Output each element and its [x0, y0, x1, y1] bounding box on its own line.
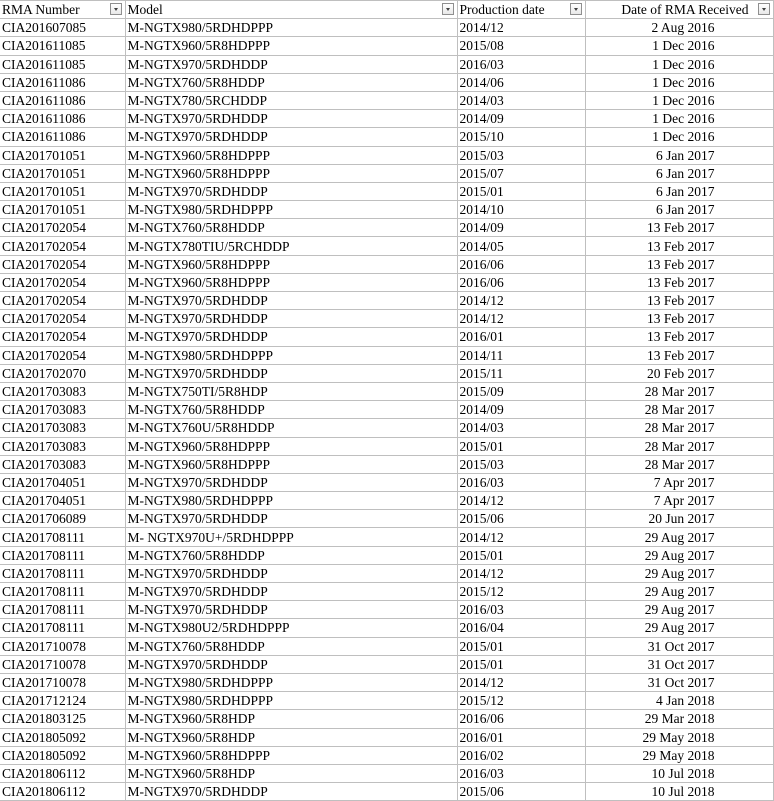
table-row — [0, 746, 773, 764]
rma-received-date-cell[interactable]: 29 Aug 2017 — [585, 546, 773, 564]
model-cell[interactable]: M-NGTX980/5RDHDPPP — [125, 201, 457, 219]
production-date-cell[interactable]: 2016/01 — [457, 728, 585, 746]
rma-number-cell[interactable]: CIA201710078 — [0, 637, 125, 655]
rma-received-date-cell[interactable]: 13 Feb 2017 — [585, 346, 773, 364]
rma-number-cell[interactable]: CIA201702054 — [0, 346, 125, 364]
production-date-cell[interactable]: 2014/09 — [457, 110, 585, 128]
table-row — [0, 419, 773, 437]
model-cell[interactable]: M-NGTX970/5RDHDDP — [125, 292, 457, 310]
table-row — [0, 637, 773, 655]
rma-number-cell[interactable]: CIA201710078 — [0, 655, 125, 673]
table-row — [0, 655, 773, 673]
model-cell[interactable]: M-NGTX980/5RDHDPPP — [125, 492, 457, 510]
model-cell[interactable]: M-NGTX760/5R8HDDP — [125, 73, 457, 91]
header-model[interactable] — [125, 1, 457, 19]
rma-received-date-cell[interactable]: 31 Oct 2017 — [585, 655, 773, 673]
rma-received-date-cell[interactable]: 31 Oct 2017 — [585, 673, 773, 691]
rma-number-cell[interactable]: CIA201708111 — [0, 601, 125, 619]
production-date-cell[interactable]: 2014/11 — [457, 346, 585, 364]
rma-number-cell[interactable]: CIA201703083 — [0, 437, 125, 455]
model-cell[interactable]: M-NGTX970/5RDHDDP — [125, 310, 457, 328]
rma-number-cell[interactable]: CIA201702054 — [0, 219, 125, 237]
production-date-cell[interactable]: 2014/06 — [457, 73, 585, 91]
rma-number-cell[interactable]: CIA201703083 — [0, 401, 125, 419]
rma-received-date-cell[interactable]: 6 Jan 2017 — [585, 164, 773, 182]
rma-number-cell[interactable]: CIA201704051 — [0, 473, 125, 491]
table-row — [0, 128, 773, 146]
rma-received-date-cell[interactable]: 7 Apr 2017 — [585, 492, 773, 510]
rma-number-cell[interactable]: CIA201611086 — [0, 73, 125, 91]
model-cell[interactable]: M-NGTX760/5R8HDDP — [125, 546, 457, 564]
header-label: Model — [127, 2, 163, 18]
rma-received-date-cell[interactable]: 13 Feb 2017 — [585, 219, 773, 237]
rma-number-cell[interactable]: CIA201706089 — [0, 510, 125, 528]
rma-received-date-cell[interactable]: 13 Feb 2017 — [585, 273, 773, 291]
production-date-cell[interactable]: 2014/03 — [457, 91, 585, 109]
table-row — [0, 692, 773, 710]
rma-received-date-cell[interactable]: 28 Mar 2017 — [585, 382, 773, 400]
rma-number-cell[interactable]: CIA201708111 — [0, 619, 125, 637]
rma-received-date-cell[interactable]: 10 Jul 2018 — [585, 783, 773, 801]
table-row — [0, 382, 773, 400]
header-label: Date of RMA Received — [621, 2, 749, 18]
rma-number-cell[interactable]: CIA201702054 — [0, 310, 125, 328]
production-date-cell[interactable]: 2016/06 — [457, 710, 585, 728]
header-date-rma-received[interactable] — [585, 1, 773, 19]
production-date-cell[interactable]: 2016/06 — [457, 273, 585, 291]
table-row — [0, 328, 773, 346]
production-date-cell[interactable]: 2014/12 — [457, 492, 585, 510]
production-date-cell[interactable]: 2015/11 — [457, 364, 585, 382]
header-label: Production date — [459, 2, 545, 18]
rma-number-cell[interactable]: CIA201708111 — [0, 564, 125, 582]
table-row — [0, 55, 773, 73]
rma-number-cell[interactable]: CIA201702054 — [0, 328, 125, 346]
rma-received-date-cell[interactable]: 29 Aug 2017 — [585, 583, 773, 601]
table-row — [0, 110, 773, 128]
rma-number-cell[interactable]: CIA201806112 — [0, 783, 125, 801]
rma-number-cell[interactable]: CIA201611086 — [0, 91, 125, 109]
production-date-cell[interactable]: 2014/10 — [457, 201, 585, 219]
model-cell[interactable]: M-NGTX980/5RDHDPPP — [125, 346, 457, 364]
rma-number-cell[interactable]: CIA201702070 — [0, 364, 125, 382]
rma-number-cell[interactable]: CIA201611085 — [0, 37, 125, 55]
production-date-cell[interactable]: 2014/12 — [457, 19, 585, 37]
header-row — [0, 1, 773, 19]
rma-received-date-cell[interactable]: 13 Feb 2017 — [585, 255, 773, 273]
model-cell[interactable]: M-NGTX750TI/5R8HDP — [125, 382, 457, 400]
rma-number-cell[interactable]: CIA201708111 — [0, 528, 125, 546]
rma-number-cell[interactable]: CIA201611085 — [0, 55, 125, 73]
rma-number-cell[interactable]: CIA201607085 — [0, 19, 125, 37]
model-cell[interactable]: M-NGTX970/5RDHDDP — [125, 783, 457, 801]
model-cell[interactable]: M-NGTX980/5RDHDPPP — [125, 19, 457, 37]
rma-received-date-cell[interactable]: 1 Dec 2016 — [585, 73, 773, 91]
filter-dropdown-icon[interactable] — [442, 3, 454, 15]
table-body — [0, 19, 773, 801]
model-cell[interactable]: M-NGTX960/5R8HDPPP — [125, 164, 457, 182]
production-date-cell[interactable]: 2016/03 — [457, 601, 585, 619]
model-cell[interactable]: M-NGTX960/5R8HDP — [125, 764, 457, 782]
table-row — [0, 346, 773, 364]
rma-number-cell[interactable]: CIA201611086 — [0, 110, 125, 128]
production-date-cell[interactable]: 2016/06 — [457, 255, 585, 273]
production-date-cell[interactable]: 2016/04 — [457, 619, 585, 637]
table-row — [0, 201, 773, 219]
model-cell[interactable]: M-NGTX760/5R8HDDP — [125, 219, 457, 237]
model-cell[interactable]: M-NGTX970/5RDHDDP — [125, 110, 457, 128]
production-date-cell[interactable]: 2015/10 — [457, 128, 585, 146]
table-row — [0, 546, 773, 564]
filter-dropdown-icon[interactable] — [110, 3, 122, 15]
table-row — [0, 492, 773, 510]
rma-number-cell[interactable]: CIA201701051 — [0, 201, 125, 219]
production-date-cell[interactable]: 2016/01 — [457, 328, 585, 346]
rma-received-date-cell[interactable]: 1 Dec 2016 — [585, 128, 773, 146]
production-date-cell[interactable]: 2015/09 — [457, 382, 585, 400]
model-cell[interactable]: M- NGTX970U+/5RDHDPPP — [125, 528, 457, 546]
table-row — [0, 146, 773, 164]
rma-received-date-cell[interactable]: 20 Jun 2017 — [585, 510, 773, 528]
rma-received-date-cell[interactable]: 29 Aug 2017 — [585, 528, 773, 546]
production-date-cell[interactable]: 2015/08 — [457, 37, 585, 55]
rma-received-date-cell[interactable]: 13 Feb 2017 — [585, 310, 773, 328]
rma-received-date-cell[interactable]: 29 May 2018 — [585, 746, 773, 764]
rma-received-date-cell[interactable]: 28 Mar 2017 — [585, 401, 773, 419]
table-row — [0, 37, 773, 55]
rma-number-cell[interactable]: CIA201611086 — [0, 128, 125, 146]
rma-received-date-cell[interactable]: 29 May 2018 — [585, 728, 773, 746]
production-date-cell[interactable]: 2014/12 — [457, 564, 585, 582]
table-row — [0, 783, 773, 801]
rma-number-cell[interactable]: CIA201703083 — [0, 382, 125, 400]
rma-received-date-cell[interactable]: 29 Aug 2017 — [585, 564, 773, 582]
table-row — [0, 673, 773, 691]
rma-number-cell[interactable]: CIA201702054 — [0, 255, 125, 273]
rma-number-cell[interactable]: CIA201708111 — [0, 546, 125, 564]
model-cell[interactable]: M-NGTX760U/5R8HDDP — [125, 419, 457, 437]
table-row — [0, 364, 773, 382]
model-cell[interactable]: M-NGTX980/5RDHDPPP — [125, 692, 457, 710]
table-row — [0, 710, 773, 728]
model-cell[interactable]: M-NGTX970/5RDHDDP — [125, 328, 457, 346]
model-cell[interactable]: M-NGTX960/5R8HDPPP — [125, 455, 457, 473]
rma-number-cell[interactable]: CIA201702054 — [0, 273, 125, 291]
model-cell[interactable]: M-NGTX960/5R8HDPPP — [125, 37, 457, 55]
rma-received-date-cell[interactable]: 6 Jan 2017 — [585, 182, 773, 200]
rma-number-cell[interactable]: CIA201803125 — [0, 710, 125, 728]
rma-received-date-cell[interactable]: 1 Dec 2016 — [585, 110, 773, 128]
header-rma-number[interactable] — [0, 1, 125, 19]
rma-received-date-cell[interactable]: 28 Mar 2017 — [585, 455, 773, 473]
table-row — [0, 764, 773, 782]
rma-received-date-cell[interactable]: 28 Mar 2017 — [585, 419, 773, 437]
production-date-cell[interactable]: 2015/01 — [457, 637, 585, 655]
table-row — [0, 401, 773, 419]
production-date-cell[interactable]: 2015/01 — [457, 182, 585, 200]
rma-number-cell[interactable]: CIA201703083 — [0, 419, 125, 437]
table-row — [0, 91, 773, 109]
model-cell[interactable]: M-NGTX980U2/5RDHDPPP — [125, 619, 457, 637]
rma-received-date-cell[interactable]: 4 Jan 2018 — [585, 692, 773, 710]
model-cell[interactable]: M-NGTX960/5R8HDPPP — [125, 146, 457, 164]
rma-number-cell[interactable]: CIA201805092 — [0, 728, 125, 746]
model-cell[interactable]: M-NGTX960/5R8HDPPP — [125, 273, 457, 291]
table-row — [0, 292, 773, 310]
production-date-cell[interactable]: 2014/03 — [457, 419, 585, 437]
rma-received-date-cell[interactable]: 29 Aug 2017 — [585, 619, 773, 637]
model-cell[interactable]: M-NGTX970/5RDHDDP — [125, 182, 457, 200]
production-date-cell[interactable]: 2015/07 — [457, 164, 585, 182]
table-row — [0, 19, 773, 37]
production-date-cell[interactable]: 2014/12 — [457, 310, 585, 328]
rma-received-date-cell[interactable]: 1 Dec 2016 — [585, 55, 773, 73]
table-row — [0, 619, 773, 637]
table-row — [0, 510, 773, 528]
production-date-cell[interactable]: 2014/12 — [457, 673, 585, 691]
rma-number-cell[interactable]: CIA201701051 — [0, 164, 125, 182]
model-cell[interactable]: M-NGTX960/5R8HDP — [125, 710, 457, 728]
production-date-cell[interactable]: 2015/12 — [457, 583, 585, 601]
production-date-cell[interactable]: 2016/03 — [457, 764, 585, 782]
table-row — [0, 437, 773, 455]
production-date-cell[interactable]: 2014/12 — [457, 528, 585, 546]
rma-received-date-cell[interactable]: 7 Apr 2017 — [585, 473, 773, 491]
model-cell[interactable]: M-NGTX970/5RDHDDP — [125, 601, 457, 619]
table-row — [0, 601, 773, 619]
rma-received-date-cell[interactable]: 2 Aug 2016 — [585, 19, 773, 37]
rma-received-date-cell[interactable]: 1 Dec 2016 — [585, 37, 773, 55]
rma-number-cell[interactable]: CIA201701051 — [0, 182, 125, 200]
production-date-cell[interactable]: 2016/02 — [457, 746, 585, 764]
rma-number-cell[interactable]: CIA201806112 — [0, 764, 125, 782]
header-production-date[interactable] — [457, 1, 585, 19]
rma-received-date-cell[interactable]: 31 Oct 2017 — [585, 637, 773, 655]
rma-number-cell[interactable]: CIA201702054 — [0, 237, 125, 255]
production-date-cell[interactable]: 2014/09 — [457, 219, 585, 237]
production-date-cell[interactable]: 2015/12 — [457, 692, 585, 710]
table-row — [0, 273, 773, 291]
rma-received-date-cell[interactable]: 29 Aug 2017 — [585, 601, 773, 619]
production-date-cell[interactable]: 2014/05 — [457, 237, 585, 255]
model-cell[interactable]: M-NGTX760/5R8HDDP — [125, 401, 457, 419]
table-row — [0, 164, 773, 182]
table-row — [0, 728, 773, 746]
production-date-cell[interactable]: 2015/01 — [457, 437, 585, 455]
production-date-cell[interactable]: 2014/12 — [457, 292, 585, 310]
model-cell[interactable]: M-NGTX970/5RDHDDP — [125, 128, 457, 146]
model-cell[interactable]: M-NGTX960/5R8HDPPP — [125, 746, 457, 764]
production-date-cell[interactable]: 2015/03 — [457, 455, 585, 473]
production-date-cell[interactable]: 2015/06 — [457, 783, 585, 801]
production-date-cell[interactable]: 2014/09 — [457, 401, 585, 419]
rma-received-date-cell[interactable]: 29 Mar 2018 — [585, 710, 773, 728]
model-cell[interactable]: M-NGTX980/5RDHDPPP — [125, 673, 457, 691]
rma-number-cell[interactable]: CIA201712124 — [0, 692, 125, 710]
rma-number-cell[interactable]: CIA201708111 — [0, 583, 125, 601]
rma-number-cell[interactable]: CIA201805092 — [0, 746, 125, 764]
production-date-cell[interactable]: 2015/03 — [457, 146, 585, 164]
table-row — [0, 564, 773, 582]
rma-received-date-cell[interactable]: 1 Dec 2016 — [585, 91, 773, 109]
rma-number-cell[interactable]: CIA201703083 — [0, 455, 125, 473]
table-row — [0, 528, 773, 546]
rma-received-date-cell[interactable]: 6 Jan 2017 — [585, 201, 773, 219]
model-cell[interactable]: M-NGTX970/5RDHDDP — [125, 510, 457, 528]
production-date-cell[interactable]: 2015/01 — [457, 546, 585, 564]
production-date-cell[interactable]: 2016/03 — [457, 473, 585, 491]
production-date-cell[interactable]: 2015/06 — [457, 510, 585, 528]
model-cell[interactable]: M-NGTX970/5RDHDDP — [125, 564, 457, 582]
rma-received-date-cell[interactable]: 13 Feb 2017 — [585, 328, 773, 346]
model-cell[interactable]: M-NGTX970/5RDHDDP — [125, 473, 457, 491]
table-row — [0, 310, 773, 328]
rma-received-date-cell[interactable]: 13 Feb 2017 — [585, 237, 773, 255]
rma-received-date-cell[interactable]: 20 Feb 2017 — [585, 364, 773, 382]
production-date-cell[interactable]: 2015/01 — [457, 655, 585, 673]
model-cell[interactable]: M-NGTX970/5RDHDDP — [125, 655, 457, 673]
rma-number-cell[interactable]: CIA201704051 — [0, 492, 125, 510]
table-row — [0, 73, 773, 91]
filter-dropdown-icon[interactable] — [758, 3, 770, 15]
model-cell[interactable]: M-NGTX780/5RCHDDP — [125, 91, 457, 109]
rma-received-date-cell[interactable]: 10 Jul 2018 — [585, 764, 773, 782]
table-row — [0, 182, 773, 200]
rma-received-date-cell[interactable]: 28 Mar 2017 — [585, 437, 773, 455]
table-row — [0, 237, 773, 255]
model-cell[interactable]: M-NGTX970/5RDHDDP — [125, 55, 457, 73]
table-row — [0, 473, 773, 491]
table-row — [0, 255, 773, 273]
header-label: RMA Number — [2, 2, 80, 18]
table-row — [0, 455, 773, 473]
rma-number-cell[interactable]: CIA201702054 — [0, 292, 125, 310]
rma-number-cell[interactable]: CIA201710078 — [0, 673, 125, 691]
production-date-cell[interactable]: 2016/03 — [457, 55, 585, 73]
model-cell[interactable]: M-NGTX970/5RDHDDP — [125, 364, 457, 382]
table-row — [0, 219, 773, 237]
rma-received-date-cell[interactable]: 6 Jan 2017 — [585, 146, 773, 164]
model-cell[interactable]: M-NGTX960/5R8HDPPP — [125, 255, 457, 273]
filter-dropdown-icon[interactable] — [570, 3, 582, 15]
rma-number-cell[interactable]: CIA201701051 — [0, 146, 125, 164]
model-cell[interactable]: M-NGTX970/5RDHDDP — [125, 583, 457, 601]
table-row — [0, 583, 773, 601]
model-cell[interactable]: M-NGTX960/5R8HDPPP — [125, 437, 457, 455]
model-cell[interactable]: M-NGTX780TIU/5RCHDDP — [125, 237, 457, 255]
rma-received-date-cell[interactable]: 13 Feb 2017 — [585, 292, 773, 310]
model-cell[interactable]: M-NGTX760/5R8HDDP — [125, 637, 457, 655]
model-cell[interactable]: M-NGTX960/5R8HDP — [125, 728, 457, 746]
